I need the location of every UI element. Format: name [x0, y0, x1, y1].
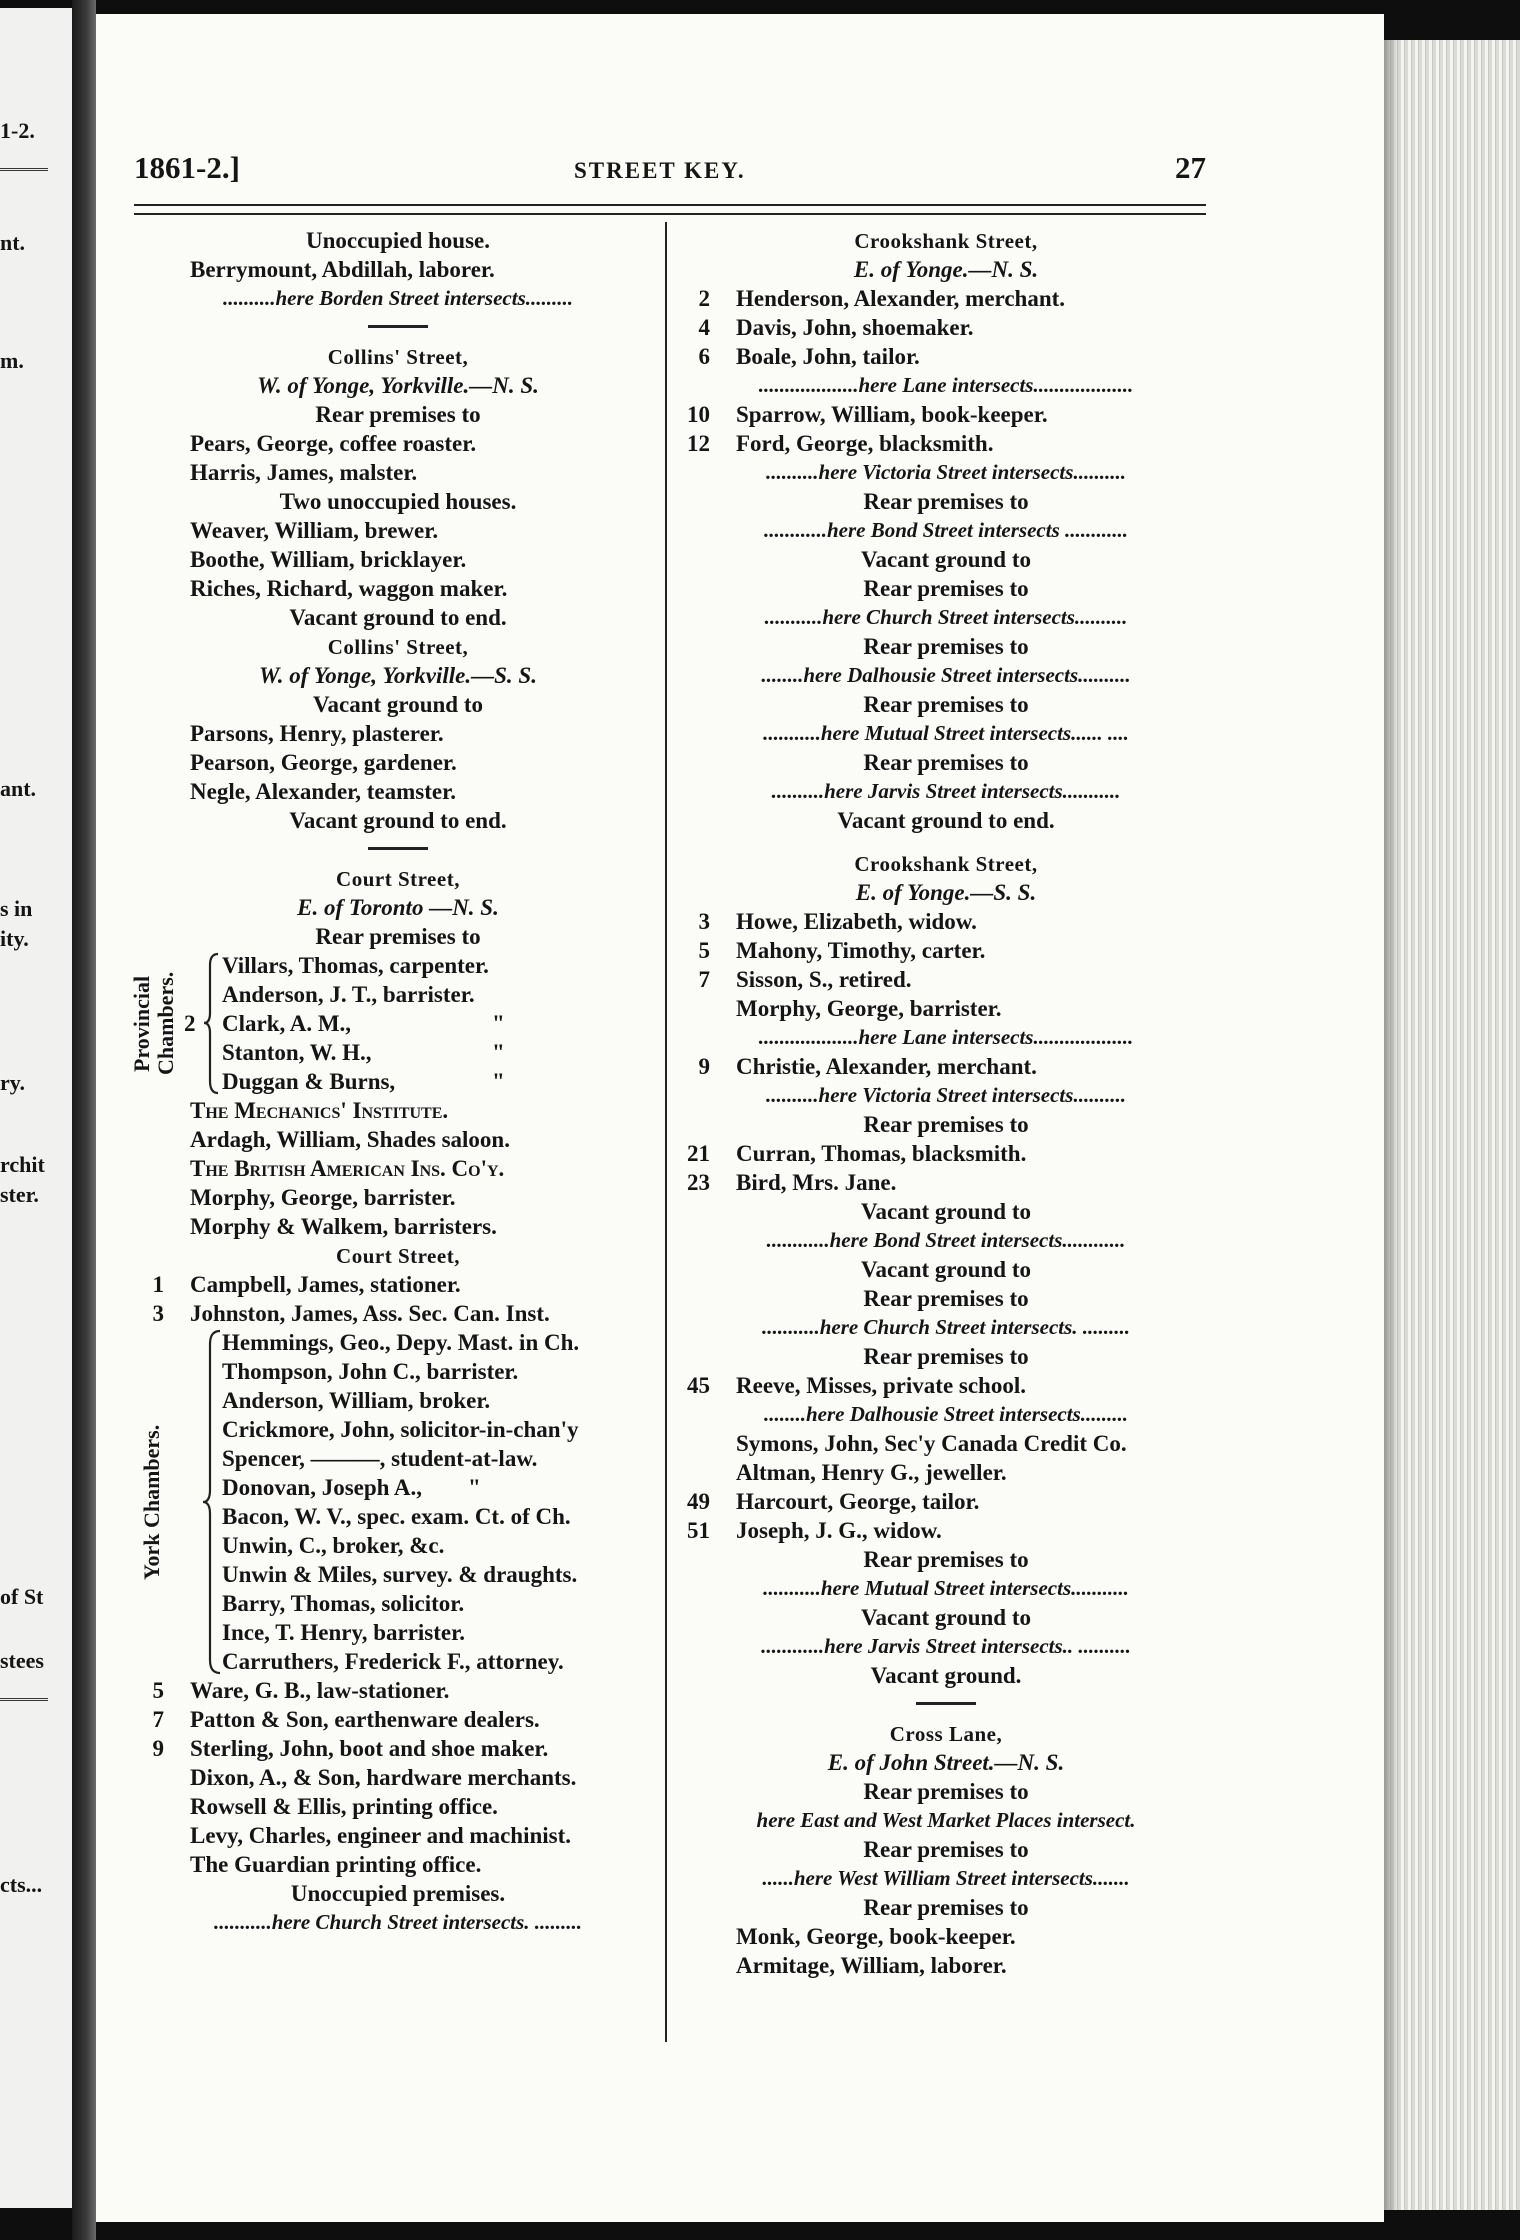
adjacent-page-rule	[0, 1698, 48, 1701]
house-number: 6	[698, 344, 710, 369]
entry-line	[680, 1545, 1212, 1574]
entry-text: Berrymount, Abdillah, laborer.	[190, 257, 495, 282]
adjacent-page-text: rchit	[0, 1152, 45, 1177]
entry-text: Johnston, James, Ass. Sec. Can. Inst.	[190, 1301, 550, 1326]
adjacent-page-text: stees	[0, 1648, 44, 1673]
entry-text: Symons, John, Sec'y Canada Credit Co.	[736, 1431, 1127, 1456]
entry-text: Henderson, Alexander, merchant.	[736, 286, 1066, 311]
house-number: 4	[698, 315, 710, 340]
entry-line	[680, 1922, 1212, 1951]
entry-text: Ardagh, William, Shades saloon.	[190, 1127, 510, 1152]
page-number: 27	[1175, 150, 1206, 185]
house-number: 51	[687, 1518, 710, 1543]
provincial-chambers-group	[129, 951, 662, 1096]
entry-text: Cross Lane,	[889, 1722, 1003, 1746]
page-header	[134, 150, 1206, 190]
entry-text: Rear premises to	[863, 1344, 1029, 1369]
entry-text: Sterling, John, boot and shoe maker.	[190, 1736, 549, 1761]
entry-line	[680, 936, 1212, 965]
entry-text: Unoccupied house.	[305, 228, 491, 253]
entry-line	[680, 1603, 1212, 1632]
entry-text: The British American Ins. Co'y.	[190, 1156, 505, 1181]
entry-text: Morphy, George, barrister.	[736, 996, 1002, 1021]
entry-line	[134, 1705, 662, 1734]
entry-text: Villars, Thomas, carpenter.	[222, 953, 489, 978]
entry-text: ...........here Church Street intersects..........	[764, 605, 1128, 629]
entry-text: Donovan, Joseph A., "	[222, 1475, 481, 1500]
adjacent-page-fragment	[0, 8, 72, 2208]
entry-text: Crookshank Street,	[854, 852, 1038, 876]
entry-text: W. of Yonge, Yorkville.—S. S.	[259, 663, 537, 688]
entry-line	[134, 1183, 662, 1212]
house-number: 9	[152, 1736, 164, 1761]
entry-line	[134, 1879, 662, 1908]
entry-line	[680, 1023, 1212, 1052]
entry-line	[680, 516, 1212, 545]
entry-text: Unwin & Miles, survey. & draughts.	[222, 1562, 578, 1587]
entry-line	[680, 458, 1212, 487]
entry-text: Curran, Thomas, blacksmith.	[736, 1141, 1027, 1166]
entry-text: Morphy, George, barrister.	[190, 1185, 456, 1210]
entry-text: Rear premises to	[863, 750, 1029, 775]
entry-line	[134, 603, 662, 632]
entry-text: Collins' Street,	[327, 635, 469, 659]
entry-line	[134, 922, 662, 951]
street-heading	[134, 864, 662, 893]
entry-line	[680, 284, 1212, 313]
street-heading	[134, 342, 662, 371]
entry-line	[680, 690, 1212, 719]
entry-line	[680, 632, 1212, 661]
entry-text: Vacant ground to	[861, 1257, 1031, 1282]
entry-line	[680, 545, 1212, 574]
entry-text: Rear premises to	[863, 634, 1029, 659]
entry-text: Vacant ground to	[861, 1199, 1031, 1224]
entry-line	[680, 1516, 1212, 1545]
entry-text: Hemmings, Geo., Depy. Mast. in Ch.	[222, 1330, 580, 1355]
entry-text: Collins' Street,	[327, 345, 469, 369]
right-column	[680, 226, 1212, 1980]
house-number: 2	[184, 1011, 196, 1036]
entry-text: Patton & Son, earthenware dealers.	[190, 1707, 540, 1732]
ditto-mark: "	[492, 1069, 505, 1094]
entry-text: Vacant ground to	[861, 547, 1031, 572]
entry-line	[680, 1458, 1212, 1487]
entry-line	[680, 313, 1212, 342]
entry-line	[134, 516, 662, 545]
entry-text: Court Street,	[336, 867, 460, 891]
adjacent-page-rule	[0, 168, 48, 171]
entry-text: ......here West William Street intersects.......	[762, 1866, 1130, 1890]
entry-line	[680, 1661, 1212, 1690]
entry-text: ...........here Church Street intersects. .........	[761, 1315, 1131, 1339]
entry-line	[680, 994, 1212, 1023]
street-subheading	[680, 1748, 1212, 1777]
entry-text: Clark, A. M.,	[222, 1011, 352, 1036]
header-title: STREET KEY.	[574, 158, 746, 183]
entry-line	[680, 1632, 1212, 1661]
entry-text: ..........here Jarvis Street intersects...........	[771, 779, 1121, 803]
entry-text: Harcourt, George, tailor.	[736, 1489, 980, 1514]
entry-line	[680, 1371, 1212, 1400]
adjacent-page-text: cts...	[0, 1872, 43, 1897]
ditto-mark: "	[492, 1011, 505, 1036]
entry-line	[680, 1806, 1212, 1835]
entry-text: Ford, George, blacksmith.	[736, 431, 994, 456]
adjacent-page-text: 1-2.	[0, 118, 35, 143]
entry-text: Rear premises to	[863, 576, 1029, 601]
adjacent-page-text: ry.	[0, 1070, 26, 1095]
house-number: 1	[152, 1272, 164, 1297]
entry-text: Rear premises to	[315, 402, 481, 427]
ditto-mark: "	[492, 1040, 505, 1065]
entry-line	[134, 1676, 662, 1705]
section-divider	[916, 1702, 976, 1705]
adjacent-page-text: ity.	[0, 926, 29, 951]
entry-line	[134, 1821, 662, 1850]
entry-line	[134, 1125, 662, 1154]
entry-text: Two unoccupied houses.	[279, 489, 517, 514]
york-chambers-group	[134, 1328, 662, 1676]
entry-text: E. of John Street.—N. S.	[827, 1750, 1065, 1775]
entry-line	[680, 1284, 1212, 1313]
section-divider	[368, 325, 428, 328]
street-heading	[680, 1719, 1212, 1748]
entry-text: Spencer, ———, student-at-law.	[222, 1446, 538, 1471]
adjacent-page-text: nt.	[0, 230, 26, 255]
entry-text: Court Street,	[336, 1244, 460, 1268]
entry-text: ...........here Church Street intersects. .........	[213, 1910, 583, 1934]
entry-line	[134, 284, 662, 313]
house-number: 12	[687, 431, 710, 456]
entry-text: Vacant ground to end.	[837, 808, 1055, 833]
entry-line	[680, 1342, 1212, 1371]
house-number: 23	[687, 1170, 710, 1195]
entry-line	[680, 1226, 1212, 1255]
entry-line	[680, 1574, 1212, 1603]
street-heading	[134, 632, 662, 661]
entry-text: ............here Jarvis Street intersects.. ..........	[761, 1634, 1131, 1658]
entry-line	[680, 806, 1212, 835]
entry-line	[680, 1110, 1212, 1139]
entry-text: Vacant ground to end.	[289, 605, 507, 630]
entry-line	[134, 1763, 662, 1792]
house-number: 7	[152, 1707, 164, 1732]
street-heading	[680, 226, 1212, 255]
entry-text: Weaver, William, brewer.	[190, 518, 439, 543]
entry-text: ...................here Lane intersects...................	[758, 373, 1134, 397]
house-number: 5	[698, 938, 710, 963]
entry-line	[680, 719, 1212, 748]
entry-text: ........here Dalhousie Street intersects.........	[763, 1402, 1128, 1426]
entry-text: Crickmore, John, solicitor-in-chan'y	[222, 1417, 579, 1442]
entry-text: Vacant ground to	[313, 692, 483, 717]
house-number: 9	[698, 1054, 710, 1079]
entry-line	[134, 255, 662, 284]
entry-line	[134, 806, 662, 835]
entry-line	[680, 574, 1212, 603]
entry-line	[134, 1792, 662, 1821]
entry-text: Carruthers, Frederick F., attorney.	[222, 1649, 564, 1674]
entry-line	[680, 1487, 1212, 1516]
entry-text: Riches, Richard, waggon maker.	[190, 576, 508, 601]
entry-line	[680, 1168, 1212, 1197]
entry-text: ..........here Victoria Street intersects..........	[766, 1083, 1126, 1107]
entry-text: Christie, Alexander, merchant.	[736, 1054, 1037, 1079]
left-column	[129, 226, 662, 1937]
entry-text: Ince, T. Henry, barrister.	[222, 1620, 465, 1645]
entry-text: Anderson, William, broker.	[222, 1388, 491, 1413]
entry-text: Negle, Alexander, teamster.	[190, 779, 456, 804]
street-heading	[134, 1241, 662, 1270]
entry-text: Anderson, J. T., barrister.	[222, 982, 475, 1007]
entry-line	[134, 1734, 662, 1763]
entry-line	[680, 1429, 1212, 1458]
entry-text: Morphy & Walkem, barristers.	[190, 1214, 497, 1239]
entry-text: Vacant ground to end.	[289, 808, 507, 833]
entry-text: Crookshank Street,	[854, 229, 1038, 253]
entry-text: E. of Yonge.—S. S.	[855, 880, 1037, 905]
entry-line	[134, 458, 662, 487]
entry-text: Rear premises to	[863, 1112, 1029, 1137]
street-subheading	[134, 661, 662, 690]
entry-line	[680, 777, 1212, 806]
entry-text: ...................here Lane intersects...................	[758, 1025, 1134, 1049]
house-number: 3	[152, 1301, 164, 1326]
entry-text: Rear premises to	[863, 1286, 1029, 1311]
entry-line	[134, 1850, 662, 1879]
entry-text: Pears, George, coffee roaster.	[190, 431, 477, 456]
entry-line	[134, 545, 662, 574]
entry-line	[134, 719, 662, 748]
entry-line	[134, 690, 662, 719]
entry-text: ...........here Mutual Street intersects...........	[763, 1576, 1129, 1600]
entry-line	[680, 1893, 1212, 1922]
entry-line	[680, 487, 1212, 516]
entry-text: The Mechanics' Institute.	[190, 1098, 449, 1123]
entry-text: Sisson, S., retired.	[736, 967, 912, 992]
entry-line	[134, 1096, 662, 1125]
entry-text: Vacant ground to	[861, 1605, 1031, 1630]
entry-text: E. of Toronto —N. S.	[297, 895, 499, 920]
entry-text: Barry, Thomas, solicitor.	[222, 1591, 465, 1616]
adjacent-page-text: s in	[0, 896, 33, 921]
entry-text: Dixon, A., & Son, hardware merchants.	[190, 1765, 577, 1790]
entry-text: Monk, George, book-keeper.	[736, 1924, 1016, 1949]
entry-line	[680, 661, 1212, 690]
entry-text: Bird, Mrs. Jane.	[736, 1170, 897, 1195]
entry-text: E. of Yonge.—N. S.	[853, 257, 1039, 282]
column-divider	[665, 222, 667, 2042]
entry-line	[134, 400, 662, 429]
entry-text: Rear premises to	[863, 1779, 1029, 1804]
entry-line	[680, 965, 1212, 994]
entry-line	[680, 1400, 1212, 1429]
adjacent-page-text: m.	[0, 348, 24, 373]
entry-line	[680, 1081, 1212, 1110]
entry-line	[134, 1908, 662, 1937]
entry-line	[680, 1255, 1212, 1284]
house-number: 10	[687, 402, 710, 427]
entry-text: ............here Bond Street intersects............	[766, 1228, 1126, 1252]
group-brace	[202, 951, 222, 1096]
entry-text: Boothe, William, bricklayer.	[190, 547, 467, 572]
entry-line	[680, 342, 1212, 371]
entry-text: ..........here Victoria Street intersects..........	[766, 460, 1126, 484]
header-year: 1861-2.]	[134, 150, 240, 185]
entry-line	[680, 1139, 1212, 1168]
house-number: 3	[698, 909, 710, 934]
entry-line	[680, 748, 1212, 777]
entry-line	[134, 574, 662, 603]
entry-text: The Guardian printing office.	[190, 1852, 482, 1877]
house-number: 21	[687, 1141, 710, 1166]
street-subheading	[134, 893, 662, 922]
house-number: 45	[687, 1373, 710, 1398]
header-rule	[134, 204, 1206, 215]
entry-line	[680, 1777, 1212, 1806]
entry-line	[134, 1212, 662, 1241]
entry-text: Parsons, Henry, plasterer.	[190, 721, 444, 746]
entry-line	[680, 371, 1212, 400]
page-edges	[1384, 40, 1520, 2210]
entry-line	[680, 429, 1212, 458]
adjacent-page-text: of St	[0, 1584, 44, 1609]
entry-text: Armitage, William, laborer.	[736, 1953, 1007, 1978]
entry-text: Rear premises to	[863, 1837, 1029, 1862]
street-heading	[680, 849, 1212, 878]
entry-text: Levy, Charles, engineer and machinist.	[190, 1823, 572, 1848]
entry-line	[134, 487, 662, 516]
entry-text: Unwin, C., broker, &c.	[222, 1533, 445, 1558]
entry-line	[680, 907, 1212, 936]
entry-text: Joseph, J. G., widow.	[736, 1518, 942, 1543]
entry-line	[134, 429, 662, 458]
entry-text: W. of Yonge, Yorkville.—N. S.	[257, 373, 539, 398]
entry-text: ...........here Mutual Street intersects...... ....	[763, 721, 1129, 745]
entry-text: ..........here Borden Street intersects.........	[223, 286, 573, 310]
entry-line	[134, 748, 662, 777]
entry-text: Rear premises to	[863, 1547, 1029, 1572]
entry-text: Rear premises to	[863, 489, 1029, 514]
entry-line	[680, 1313, 1212, 1342]
street-subheading	[680, 255, 1212, 284]
entry-text: Altman, Henry G., jeweller.	[736, 1460, 1007, 1485]
entry-line	[680, 603, 1212, 632]
section-divider	[368, 847, 428, 850]
entry-line	[680, 1835, 1212, 1864]
entry-line	[134, 777, 662, 806]
entry-text: Pearson, George, gardener.	[190, 750, 457, 775]
entry-line	[680, 400, 1212, 429]
entry-text: Reeve, Misses, private school.	[736, 1373, 1026, 1398]
street-subheading	[134, 371, 662, 400]
entry-line	[680, 1052, 1212, 1081]
spacer	[680, 835, 1212, 849]
house-number: 49	[687, 1489, 710, 1514]
entry-text: Vacant ground.	[870, 1663, 1022, 1688]
entry-line	[134, 1270, 662, 1299]
entry-text: ............here Bond Street intersects ............	[763, 518, 1128, 542]
entry-line	[134, 1154, 662, 1183]
entry-text: Boale, John, tailor.	[736, 344, 920, 369]
street-subheading	[680, 878, 1212, 907]
entry-line	[134, 1299, 662, 1328]
entry-text: Bacon, W. V., spec. exam. Ct. of Ch.	[222, 1504, 571, 1529]
york-chambers-label: York Chambers.	[139, 1424, 164, 1580]
house-number: 5	[152, 1678, 164, 1703]
entry-text: Rear premises to	[863, 1895, 1029, 1920]
entry-text: Duggan & Burns,	[222, 1069, 396, 1094]
entry-text: here East and West Market Places intersect.	[756, 1808, 1136, 1832]
entry-text: Rowsell & Ellis, printing office.	[190, 1794, 498, 1819]
entry-text: Mahony, Timothy, carter.	[736, 938, 986, 963]
house-number: 7	[698, 967, 710, 992]
provincial-chambers-label: Provincial Chambers.	[129, 971, 178, 1076]
entry-line	[680, 1951, 1212, 1980]
adjacent-page-text: ster.	[0, 1182, 39, 1207]
book-gutter	[72, 0, 96, 2240]
entry-text: Harris, James, malster.	[190, 460, 418, 485]
entry-text: Howe, Elizabeth, widow.	[736, 909, 977, 934]
entry-text: Davis, John, shoemaker.	[736, 315, 974, 340]
entry-text: Unoccupied premises.	[290, 1881, 506, 1906]
entry-text: Thompson, John C., barrister.	[222, 1359, 519, 1384]
entry-text: ........here Dalhousie Street intersects..........	[761, 663, 1131, 687]
house-number: 2	[698, 286, 710, 311]
entry-text: Ware, G. B., law-stationer.	[190, 1678, 450, 1703]
entry-text: Sparrow, William, book-keeper.	[736, 402, 1048, 427]
entry-text: Campbell, James, stationer.	[190, 1272, 461, 1297]
entry-line	[680, 1864, 1212, 1893]
group-brace	[200, 1328, 224, 1676]
entry-line	[134, 226, 662, 255]
adjacent-page-text: ant.	[0, 776, 37, 801]
entry-text: Rear premises to	[315, 924, 481, 949]
entry-text: Rear premises to	[863, 692, 1029, 717]
entry-line	[680, 1197, 1212, 1226]
entry-text: Stanton, W. H.,	[222, 1040, 372, 1065]
